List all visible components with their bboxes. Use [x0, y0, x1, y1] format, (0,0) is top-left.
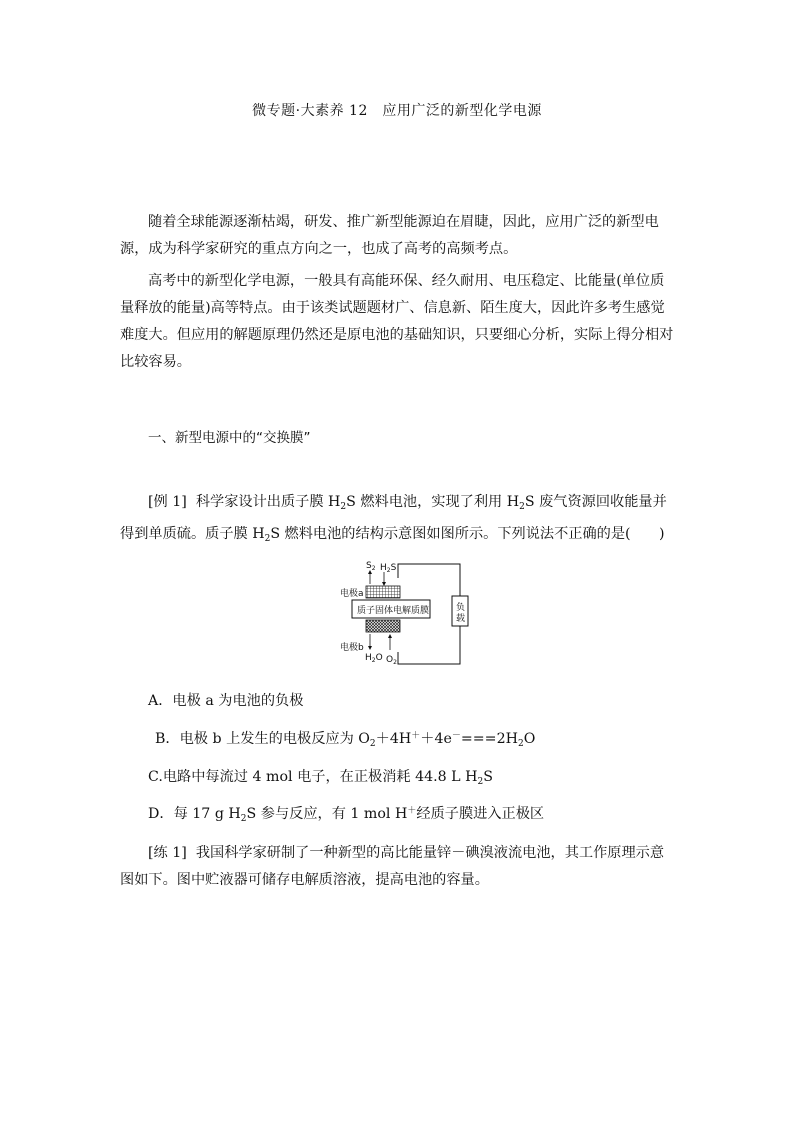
electrode-a-label: 电极a: [340, 589, 364, 599]
example-sub-c: 2: [264, 534, 271, 544]
circuit-wire-bottom: [398, 624, 460, 664]
option-b: B．电极 b 上发生的电极反应为 $O_2+4H^++4e^-===2H_2O$: [155, 731, 536, 749]
option-c: C.电路中每流过 4 mol 电子，在正极消耗 44.8 L $H_2S$: [148, 769, 493, 787]
electrode-a: [366, 586, 400, 598]
example-sub-b: 2: [519, 502, 525, 512]
load-label-bottom: 载: [456, 614, 466, 624]
example-text-d: S 燃料电池的结构示意图如图所示。下列说法不正确的是( ): [270, 526, 665, 542]
electrode-b-label: 电极b: [340, 643, 364, 653]
example-text-a: 科学家设计出质子膜 H: [195, 494, 341, 510]
practice-label: [练 1]: [148, 845, 187, 861]
option-d: D．每 17 g $H_2S$ 参与反应，有 1 mol H＋经质子膜进入正极区: [148, 806, 545, 824]
section-heading: 一、新型电源中的“交换膜”: [148, 430, 311, 446]
intro-paragraph-1: 随着全球能源逐渐枯竭，研发、推广新型能源迫在眉睫，因此，应用广泛的新型电源，成为科学家研究的重点方向之一，也成了高考的高频考点。: [120, 214, 659, 257]
h2s-label: $H_2S$: [380, 563, 397, 574]
fuel-cell-diagram: [340, 558, 464, 670]
page-title: 微专题·大素养 12 应用广泛的新型化学电源: [252, 103, 542, 119]
electrode-b: [366, 620, 400, 632]
intro-paragraph-2: 高考中的新型化学电源，一般具有高能环保、经久耐用、电压稳定、比能量(单位质量释放的能量)高等特点。由于该类试题题材广、信息新、陌生度大，因此许多考生感觉难度大。但应用的解题原理仍然还是原电池的基础知识，只要细心分析，实际上得分相对比较容易。: [120, 273, 674, 370]
example-label: [例 1]: [148, 494, 187, 510]
example-text-c: S 废气资源回收能量并得到单质硫。质子膜 H: [120, 494, 667, 542]
membrane-label: 质子固体电解质膜: [357, 606, 430, 616]
h2o-label: $H_2O$: [365, 653, 383, 664]
circuit-wire-top: [398, 564, 460, 602]
example-text-b: S 燃料电池，实现了利用 H: [346, 494, 520, 510]
practice-1: [120, 840, 676, 894]
practice-text: 我国科学家研制了一种新型的高比能量锌－碘溴液流电池，其工作原理示意图如下。图中贮液器可储存电解质溶液，提高电池的容量。: [120, 845, 665, 888]
o2-label: $O_2$: [386, 655, 397, 666]
example-sub-a: 2: [340, 502, 347, 512]
s2-label: $S_2$: [366, 561, 376, 572]
load-label-top: 负: [456, 603, 466, 613]
option-a: A．电极 a 为电池的负极: [148, 693, 304, 709]
example-1: [120, 489, 676, 553]
